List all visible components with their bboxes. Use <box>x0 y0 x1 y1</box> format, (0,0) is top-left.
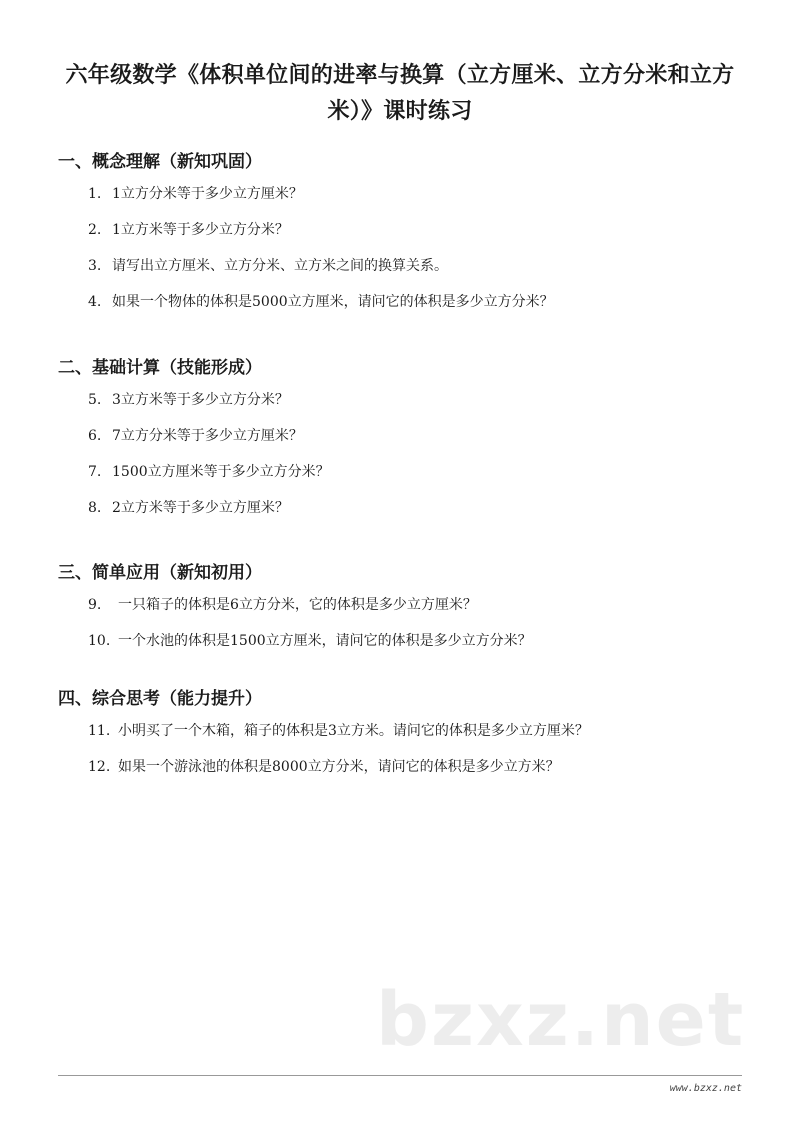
question-number: 7. <box>88 464 102 480</box>
question-text: 如果一个游泳池的体积是8000立方分米，请问它的体积是多少立方米？ <box>118 759 560 775</box>
question-number: 10. <box>88 633 111 649</box>
question-text: 一只箱子的体积是6立方分米，它的体积是多少立方厘米？ <box>118 597 477 613</box>
question-item <box>58 184 758 220</box>
question-text: 请写出立方厘米、立方分米、立方米之间的换算关系。 <box>112 258 448 274</box>
question-number: 3. <box>88 258 102 274</box>
question-text: 1500立方厘米等于多少立方分米？ <box>112 464 330 480</box>
section-heading: 四、综合思考（能力提升） <box>58 689 262 709</box>
question-number: 12. <box>88 759 111 775</box>
section-basic-calc <box>58 356 758 534</box>
section-heading: 三、简单应用（新知初用） <box>58 563 262 583</box>
question-number: 6. <box>88 428 102 444</box>
section-concept <box>58 150 758 328</box>
footer-divider <box>58 1075 742 1076</box>
question-text: 如果一个物体的体积是5000立方厘米，请问它的体积是多少立方分米？ <box>112 294 554 310</box>
question-number: 1. <box>88 186 102 202</box>
question-number: 8. <box>88 500 102 516</box>
question-item <box>58 757 758 793</box>
section-heading: 二、基础计算（技能形成） <box>58 358 262 378</box>
question-item <box>58 595 758 631</box>
watermark: bzxz.net <box>376 977 746 1063</box>
section-comprehensive-thinking <box>58 687 758 793</box>
question-list <box>58 595 758 667</box>
question-text: 2立方米等于多少立方厘米？ <box>112 500 289 516</box>
question-item <box>58 462 758 498</box>
question-item <box>58 256 758 292</box>
title-line-2: 米）》课时练习 <box>327 99 473 124</box>
section-simple-application <box>58 561 758 667</box>
question-text: 7立方分米等于多少立方厘米？ <box>112 428 303 444</box>
question-number: 9. <box>88 597 102 613</box>
document-title <box>60 58 740 130</box>
question-text: 3立方米等于多少立方分米？ <box>112 392 289 408</box>
question-list <box>58 390 758 534</box>
question-text: 1立方米等于多少立方分米？ <box>112 222 289 238</box>
question-item <box>58 498 758 534</box>
footer-url: www.bzxz.net <box>669 1083 742 1094</box>
question-list <box>58 721 758 793</box>
question-number: 5. <box>88 392 102 408</box>
title-line-1: 六年级数学《体积单位间的进率与换算（立方厘米、立方分米和立方 <box>65 63 735 88</box>
question-list <box>58 184 758 328</box>
question-number: 4. <box>88 294 102 310</box>
question-number: 11. <box>88 723 111 739</box>
question-item <box>58 220 758 256</box>
question-item <box>58 390 758 426</box>
section-heading: 一、概念理解（新知巩固） <box>58 152 262 172</box>
question-text: 一个水池的体积是1500立方厘米，请问它的体积是多少立方分米？ <box>118 633 532 649</box>
question-item <box>58 426 758 462</box>
question-item <box>58 721 758 757</box>
question-item <box>58 292 758 328</box>
question-number: 2. <box>88 222 102 238</box>
question-text: 1立方分米等于多少立方厘米？ <box>112 186 303 202</box>
question-text: 小明买了一个木箱，箱子的体积是3立方米。请问它的体积是多少立方厘米？ <box>118 723 589 739</box>
question-item <box>58 631 758 667</box>
